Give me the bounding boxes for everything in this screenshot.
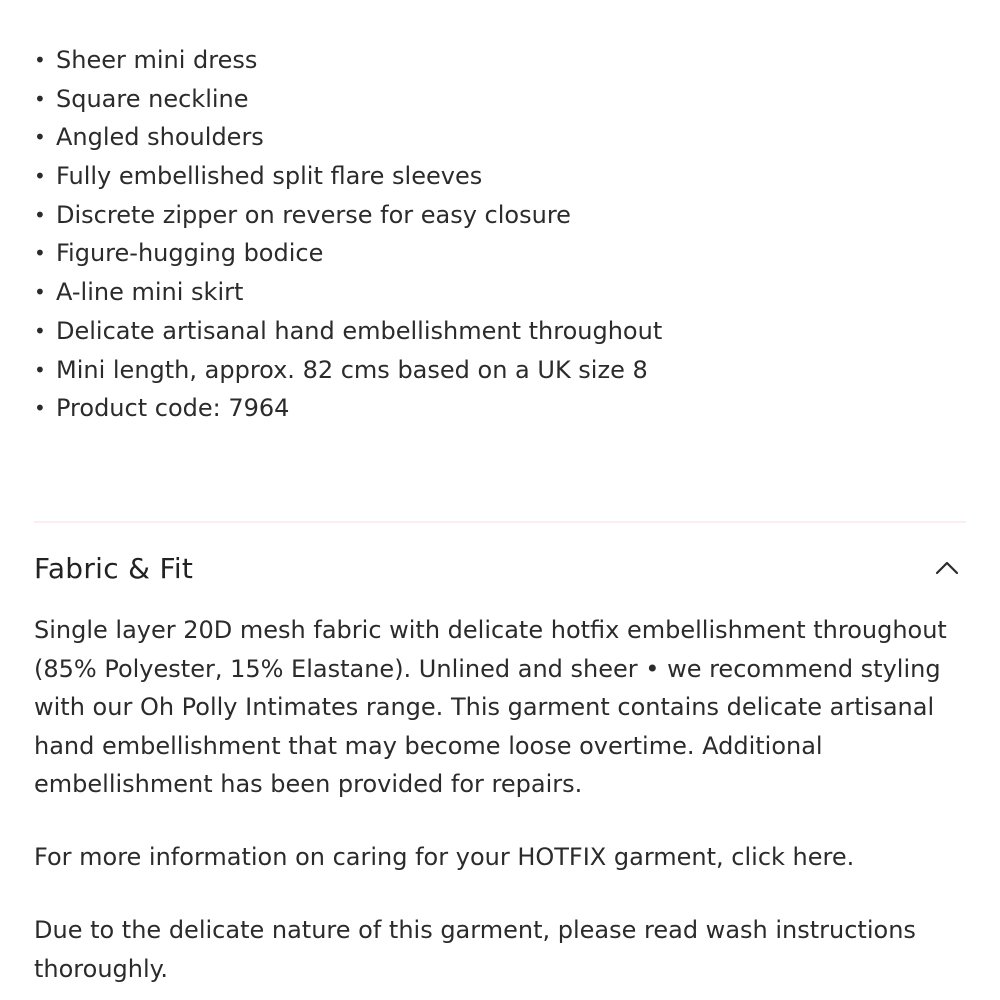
feature-text: Mini length, approx. 82 cms based on a UK size 8: [56, 355, 648, 384]
care-end: .: [846, 843, 855, 871]
feature-item: [34, 196, 974, 235]
feature-item: [34, 312, 974, 351]
feature-item: [34, 80, 974, 119]
section-title: Fabric & Fit: [34, 551, 194, 585]
bullet-icon: •: [34, 357, 46, 382]
care-text: For more information on caring for your HOTFIX garment, click: [34, 843, 793, 871]
feature-item: [34, 234, 974, 273]
bullet-icon: •: [34, 125, 46, 150]
feature-text: Discrete zipper on reverse for easy closure: [56, 200, 571, 229]
bullet-icon: •: [34, 48, 46, 72]
chevron-up-icon[interactable]: [934, 555, 960, 581]
feature-item: [34, 157, 974, 196]
wash-note: Due to the delicate nature of this garment, please read wash instructions thoroughly.: [34, 916, 916, 983]
fabric-fit-accordion-header[interactable]: [34, 544, 966, 592]
feature-item: [34, 41, 974, 80]
feature-text: Sheer mini dress: [56, 46, 258, 74]
feature-text: A-line mini skirt: [56, 278, 244, 307]
feature-text: Figure-hugging bodice: [56, 239, 324, 268]
care-link[interactable]: here: [792, 843, 847, 871]
feature-text: Angled shoulders: [56, 123, 264, 152]
feature-text: Fully embellished split flare sleeves: [56, 162, 483, 191]
bullet-icon: •: [34, 241, 46, 266]
feature-list: [34, 41, 974, 428]
bullet-icon: •: [34, 164, 46, 189]
bullet-icon: •: [34, 396, 46, 421]
feature-item: [34, 273, 974, 312]
feature-item: [34, 118, 974, 157]
care-info: [34, 838, 969, 877]
fabric-description: Single layer 20D mesh fabric with delicate hotfix embellishment throughout (85% Polyester, 15% Elastane). Unlined and sheer • we recommend styling with our Oh Polly Intimates range. This garment contains delicate artisanal hand embellishment that may become loose overtime. Additional embellishment has been provided for repairs.: [34, 616, 947, 799]
section-divider: [34, 521, 966, 523]
feature-text: Square neckline: [56, 84, 249, 113]
bullet-icon: •: [34, 86, 46, 111]
feature-text: Delicate artisanal hand embellishment throughout: [56, 316, 663, 345]
feature-text: Product code: 7964: [56, 394, 290, 423]
bullet-icon: •: [34, 280, 46, 305]
bullet-icon: •: [34, 318, 46, 343]
feature-item: [34, 389, 974, 428]
feature-item: [34, 351, 974, 390]
bullet-icon: •: [34, 202, 46, 227]
